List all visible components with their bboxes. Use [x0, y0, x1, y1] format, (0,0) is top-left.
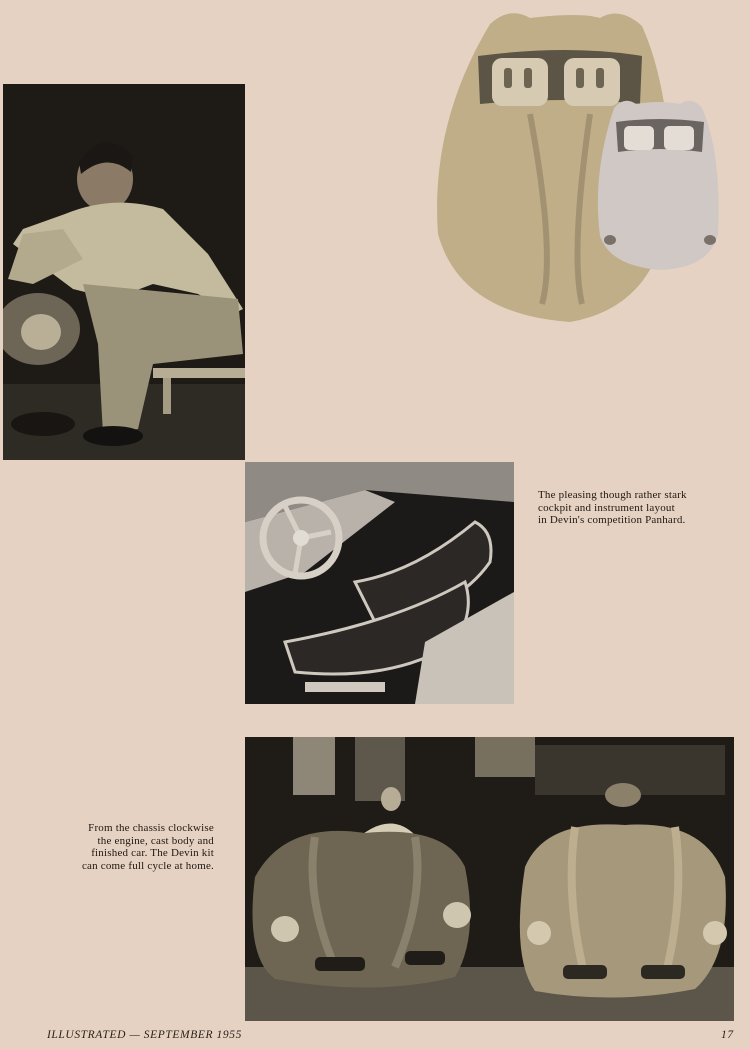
- caption-line: in Devin's competition Panhard.: [538, 514, 686, 526]
- caption-line: can come full cycle at home.: [81, 859, 214, 872]
- caption-line: From the chassis clockwise: [88, 822, 214, 834]
- caption-chassis-clockwise: [40, 822, 214, 872]
- page-number: 17: [721, 1029, 734, 1041]
- caption-cockpit: [538, 489, 687, 527]
- caption-line: The pleasing though rather stark: [538, 489, 687, 501]
- footer-publication: ILLUSTRATED — SEPTEMBER 1955: [47, 1029, 242, 1041]
- photo-finished-cars: [245, 737, 734, 1021]
- photo-cast-bodies: [430, 4, 726, 330]
- photo-cockpit: [245, 462, 514, 704]
- caption-line: finished car. The Devin kit: [91, 847, 214, 859]
- caption-line: the engine, cast body and: [97, 834, 214, 847]
- caption-line: cockpit and instrument layout: [538, 501, 675, 514]
- photo-man-with-chassis: [3, 84, 245, 460]
